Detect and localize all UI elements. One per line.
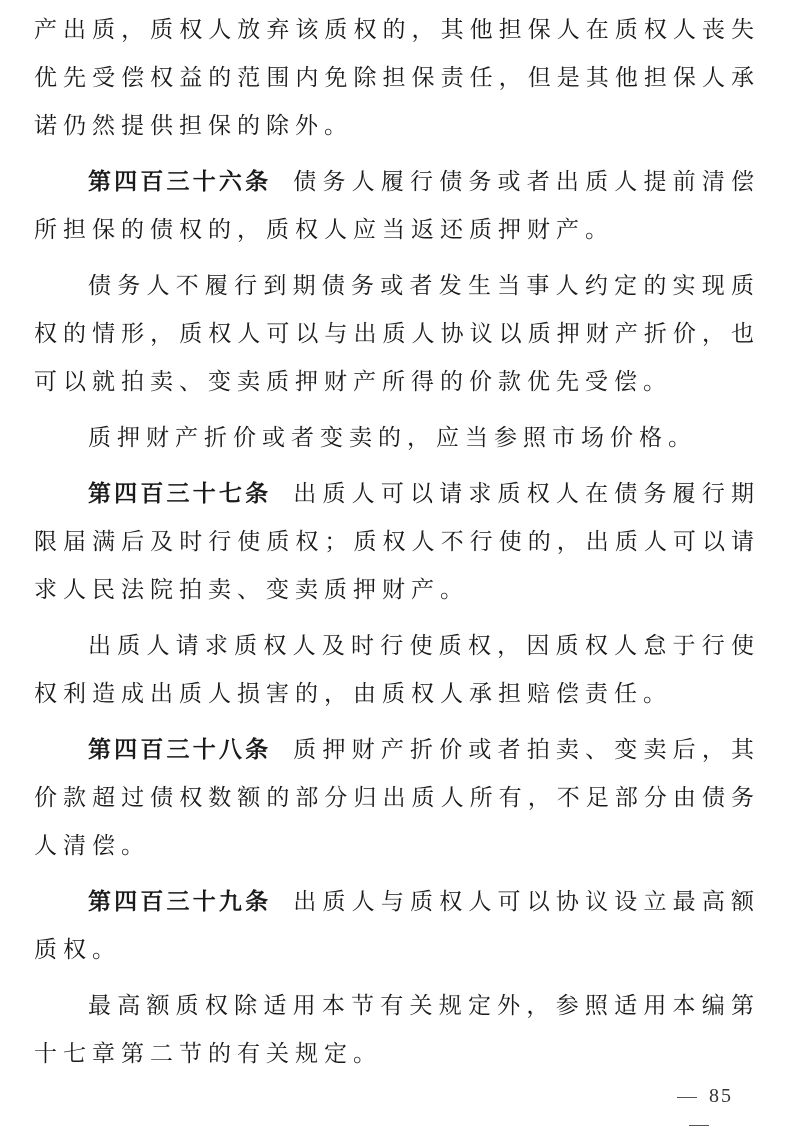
article-439 <box>34 878 760 974</box>
dash-decoration <box>689 1125 709 1126</box>
article-437 <box>34 470 760 614</box>
article-number: 第四百三十六条 <box>88 169 272 195</box>
article-436 <box>34 158 760 254</box>
dash-decoration <box>677 1097 697 1098</box>
paragraph: 债务人不履行到期债务或者发生当事人约定的实现质权的情形，质权人可以与出质人协议以质押财产折价，也可以就拍卖、变卖质押财产所得的价款优先受偿。 <box>34 273 760 395</box>
page-number-value: 85 <box>709 1085 733 1107</box>
document-body <box>34 6 760 1086</box>
page-number <box>644 1082 754 1138</box>
paragraph: 最高额质权除适用本节有关规定外，参照适用本编第十七章第二节的有关规定。 <box>34 993 760 1067</box>
article-text: 出质人与质权人可以协议设立最高额质权。 <box>34 889 761 963</box>
paragraph: 出质人请求质权人及时行使质权，因质权人怠于行使权利造成出质人损害的，由质权人承担赔偿责任。 <box>34 633 760 707</box>
paragraph-continued: 产出质，质权人放弃该质权的，其他担保人在质权人丧失优先受偿权益的范围内免除担保责任，但是其他担保人承诺仍然提供担保的除外。 <box>34 17 760 139</box>
paragraph: 质押财产折价或者变卖的，应当参照市场价格。 <box>88 425 697 451</box>
article-text: 债务人履行债务或者出质人提前清偿所担保的债权的，质权人应当返还质押财产。 <box>34 169 761 243</box>
article-438 <box>34 726 760 870</box>
article-text: 质押财产折价或者拍卖、变卖后，其价款超过债权数额的部分归出质人所有，不足部分由债务人清偿。 <box>34 737 761 859</box>
article-number: 第四百三十七条 <box>88 481 272 507</box>
article-text: 出质人可以请求质权人在债务履行期限届满后及时行使质权；质权人不行使的，出质人可以请求人民法院拍卖、变卖质押财产。 <box>34 481 761 603</box>
article-number: 第四百三十九条 <box>88 889 272 915</box>
article-number: 第四百三十八条 <box>88 737 272 763</box>
